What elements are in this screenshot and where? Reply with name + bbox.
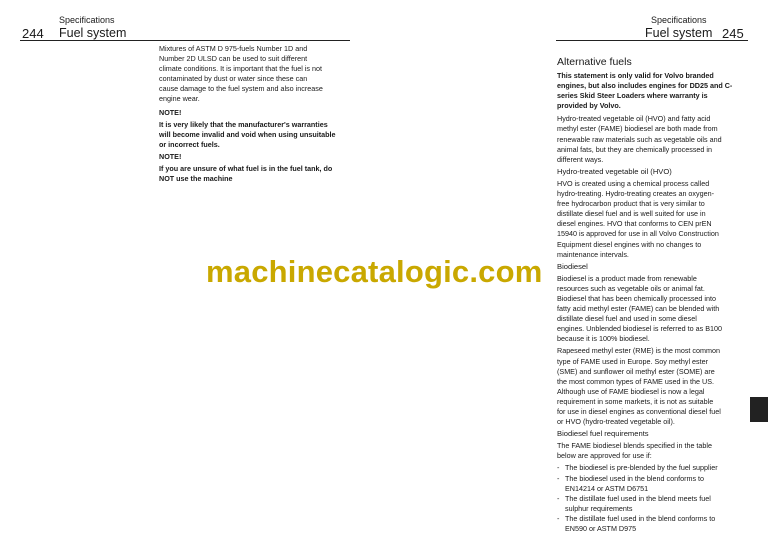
list-item: - The distillate fuel used in the blend conforms to EN590 or ASTM D975 <box>557 514 745 534</box>
list-item: - The biodiesel is pre-blended by the fuel supplier <box>557 463 745 473</box>
alternative-fuels-heading: Alternative fuels <box>557 56 632 68</box>
right-section-label: Specifications <box>651 15 707 25</box>
fuel-mixture-paragraph: Mixtures of ASTM D 975-fuels Number 1D and Number 2D ULSD can be used to suit different climate conditions. It is important that the fuel is not contaminated by dust or water since these can cause damage to the fuel system and also increase engine wear. <box>159 44 323 104</box>
left-page-title: Fuel system <box>59 26 127 40</box>
left-section-label: Specifications <box>59 15 115 25</box>
biodiesel-paragraph: Biodiesel is a product made from renewable resources such as vegetable oils or animal fat. Biodiesel that has been chemically processed into fatty acid methyl ester (FAME) can be blended with distillate diesel fuel and used in some diesel engines. Unblended biodiesel is referred to as B100 because it is 100% biodiesel. <box>557 273 723 344</box>
hvo-paragraph: HVO is created using a chemical process called hydro-treating. Hydro-treating creates an oxygen- free hydrocarbon product that is very similar to distillate diesel fuel and is well suited for use in diesel engines. HVO that conforms to CEN prEN 15940 is approved for use in all Volvo Construction Equipment diesel engines with no changes to maintenance intervals. <box>557 178 719 259</box>
warranty-note-text: It is very likely that the manufacturer's warranties will become invalid and void when using unsuitable or incorrect fuels. <box>159 119 336 149</box>
biodiesel-heading: Biodiesel <box>557 261 588 271</box>
right-page-title: Fuel system <box>645 26 713 40</box>
left-header-rule <box>20 40 350 41</box>
left-page-number: 244 <box>22 26 44 41</box>
biodiesel-requirements-heading: Biodiesel fuel requirements <box>557 429 649 439</box>
right-page-number: 245 <box>722 26 744 41</box>
note-label: NOTE! <box>159 151 182 161</box>
list-item: - The distillate fuel used in the blend meets fuel sulphur requirements <box>557 494 745 514</box>
watermark-text: machinecatalogic.com <box>206 254 543 289</box>
fame-types-paragraph: Rapeseed methyl ester (RME) is the most common type of FAME used in Europe. Soy methyl ester (SME) and sunflower oil methyl ester (SOME) are the most common types of FAME used in the US. Although use of FAME biodiesel is now a legal requirement in some markets, it is not as suitable for use in diesel engines as conventional diesel fuel or HVO (hydro-treated vegetable oil). <box>557 346 721 427</box>
requirements-intro: The FAME biodiesel blends specified in the table below are approved for use if: <box>557 441 713 461</box>
list-item: - The biodiesel used in the blend conforms to EN14214 or ASTM D6751 <box>557 474 745 494</box>
left-text-column <box>159 44 349 186</box>
validity-statement: This statement is only valid for Volvo branded engines, but also includes engines for DD25 and C- series Skid Steer Loaders where warranty is provided by Volvo. <box>557 71 733 111</box>
alternative-fuels-intro: Hydro-treated vegetable oil (HVO) and fatty acid methyl ester (FAME) biodiesel are both made from renewable raw materials such as vegetable oils and animal fats, but they are chemically processed in different ways. <box>557 114 722 164</box>
thumb-index-tab <box>750 397 768 422</box>
right-header-rule <box>556 40 748 41</box>
note-label: NOTE! <box>159 107 182 117</box>
right-text-column <box>557 56 745 534</box>
hvo-heading: Hydro-treated vegetable oil (HVO) <box>557 166 672 176</box>
requirements-list <box>557 463 745 534</box>
fuel-tank-note-text: If you are unsure of what fuel is in the fuel tank, do NOT use the machine <box>159 164 333 184</box>
